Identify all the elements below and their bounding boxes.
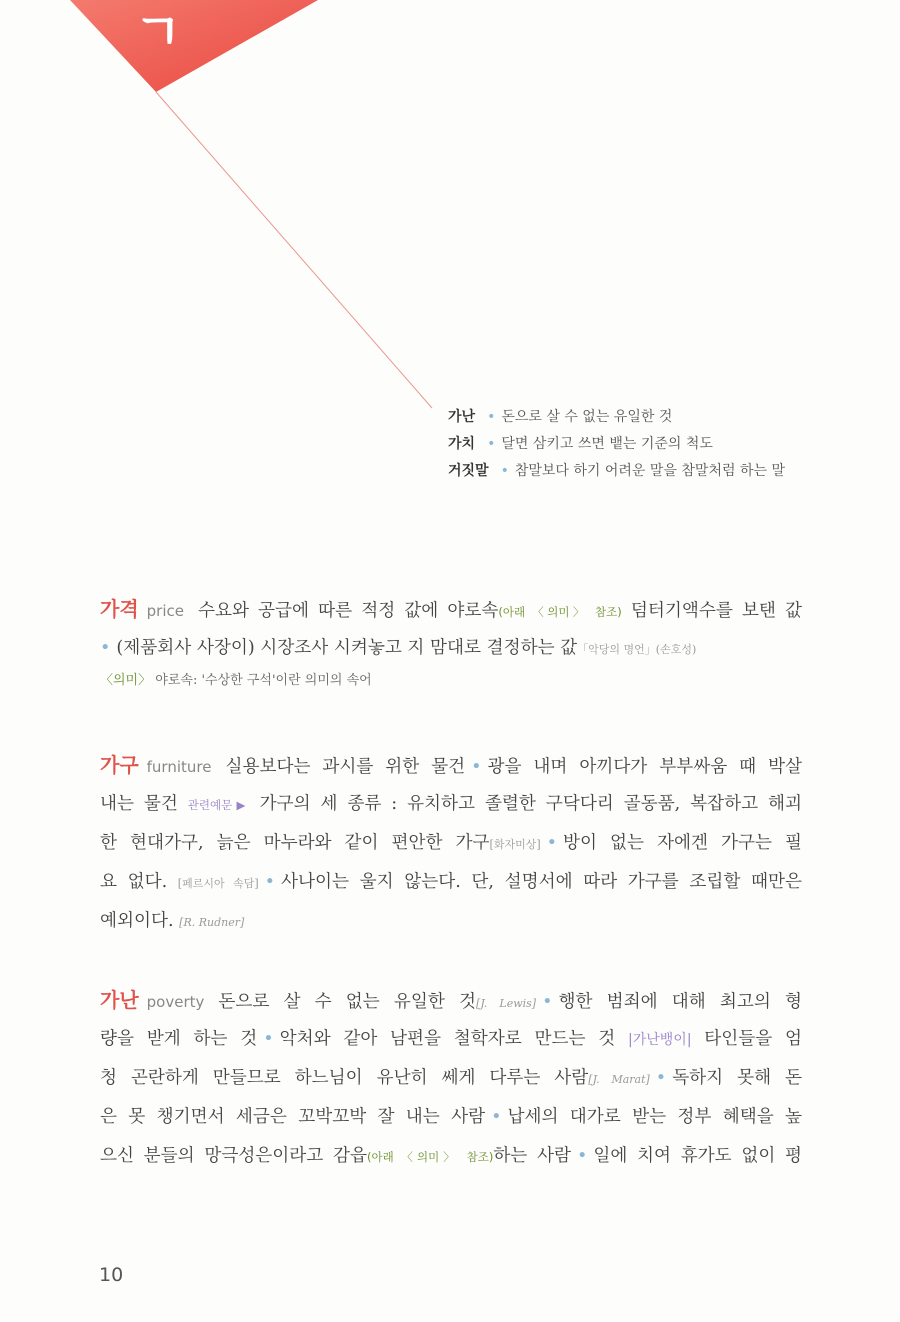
definition-text: 요 없다. [100,872,168,892]
entry-line [100,863,802,902]
definition-text: 돈으로 살 수 없는 유일한 것 [218,992,477,1012]
english-term: price [146,602,184,620]
summary-row [448,431,888,458]
definition-text: 한 현대가구, 늙은 마누라와 같이 편안한 가구 [100,833,490,853]
chapter-corner-decoration [0,0,900,440]
definition-text: 악처와 같아 남편을 철학자로 만드는 것 [279,1029,616,1049]
bullet-icon: • [576,1146,588,1166]
bullet-icon: • [471,757,482,777]
summary-term: 가치 [448,436,476,452]
english-term: furniture [146,758,212,776]
summary-row [448,458,888,485]
entry-poverty [100,981,802,1176]
bullet-icon: • [487,409,496,425]
entry-line [100,1098,802,1137]
entry-line [100,746,802,785]
bullet-icon: • [263,1029,274,1049]
bullet-icon: • [264,872,276,892]
entry-line [100,981,802,1020]
source-citation: [J. Marat] [588,1073,650,1086]
definition-text: 실용보다는 과시를 위한 물건 [225,757,466,777]
definition-text: 내는 물건 [100,794,178,814]
summary-list [448,404,888,485]
english-term: poverty [146,993,205,1011]
chapter-letter: ㄱ [133,3,183,61]
source-citation: [R. Rudner] [179,916,245,929]
entry-line [100,1020,802,1059]
definition-text: 타인들을 엄 [704,1029,803,1049]
definition-text: 덤터기액수를 보탠 값 [630,601,803,621]
entry-line [100,629,802,668]
summary-term: 가난 [448,409,476,425]
definition-text: 으신 분들의 망극성은이라고 감읍 [100,1146,367,1166]
summary-row [448,404,888,431]
definition-text: 가구의 세 종류 : 유치하고 졸렬한 구닥다리 골동품, 복잡하고 해괴 [259,794,803,814]
definition-text: 일에 치여 휴가도 없이 평 [593,1146,803,1166]
reference-note: (아래 〈의미〉 참조) [498,605,622,619]
source-citation: [J. Lewis] [476,997,537,1010]
entry-price [100,590,802,694]
entry-line [100,1059,802,1098]
diagonal-rule-line [156,92,432,408]
page-number: 10 [99,1264,124,1286]
summary-definition: 돈으로 살 수 없는 유일한 것 [501,409,673,425]
bullet-icon: • [655,1068,667,1088]
summary-definition: 참말보다 하기 어려운 말을 참말처럼 하는 말 [514,463,785,479]
meaning-text: 야로속: '수상한 구석'이란 의미의 속어 [155,673,372,688]
red-triangle-shape [70,0,318,92]
definition-text: 독하지 못해 돈 [672,1068,802,1088]
entry-line [100,902,802,941]
definition-text: 은 못 챙기면서 세금은 꼬박꼬박 잘 내는 사람 [100,1107,486,1127]
meaning-label: 〈의미〉 [100,673,152,688]
reference-note: (아래 〈의미〉 참조) [366,1150,494,1164]
entry-line [100,1137,802,1176]
definition-text: 방이 없는 자에겐 가구는 필 [563,833,802,853]
corner-triangle-graphic [0,0,900,440]
headword: 가구 [100,753,139,777]
source-citation: [페르시아 속담] [177,877,259,890]
entry-line [100,590,802,629]
definition-text: 사나이는 울지 않는다. 단, 설명서에 따라 가구를 조립할 때만은 [281,872,802,892]
definition-text: 행한 범죄에 대해 최고의 형 [558,992,803,1012]
bullet-icon: • [100,638,111,658]
definition-text: 수요와 공급에 따른 적정 값에 야로속 [197,601,499,621]
definition-text: 광을 내며 아끼다가 부부싸움 때 박살 [487,757,802,777]
entry-line [100,785,802,824]
source-citation: 「악당의 명언」(손호성) [577,643,697,656]
related-example-tag: 관련예문▶ [187,798,250,812]
headword: 가난 [100,988,139,1012]
entry-furniture [100,746,802,941]
bullet-icon: • [542,992,553,1012]
definition-text: 납세의 대가로 받는 정부 혜택을 높 [507,1107,802,1127]
bullet-icon: • [487,436,496,452]
headword: 가격 [100,597,139,621]
entry-line [100,824,802,863]
summary-definition: 달면 삼키고 쓰면 뱉는 기준의 척도 [501,436,713,452]
definition-text: (제품회사 사장이) 시장조사 시켜놓고 지 맘대로 결정하는 값 [116,638,578,658]
bullet-icon: • [546,833,558,853]
bullet-icon: • [500,463,509,479]
definition-text: 량을 받게 하는 것 [100,1029,258,1049]
bullet-icon: • [491,1107,502,1127]
definition-text: 청 곤란하게 만들므로 하느님이 유난히 쎄게 다루는 사람 [100,1068,589,1088]
derived-word-tag: |가난뱅이| [628,1032,692,1048]
definition-text: 예외이다. [100,911,174,931]
source-citation: [화자미상] [489,838,541,851]
meaning-note [100,668,802,694]
definition-text: 하는 사람 [493,1146,571,1166]
summary-term: 거짓말 [448,463,489,479]
